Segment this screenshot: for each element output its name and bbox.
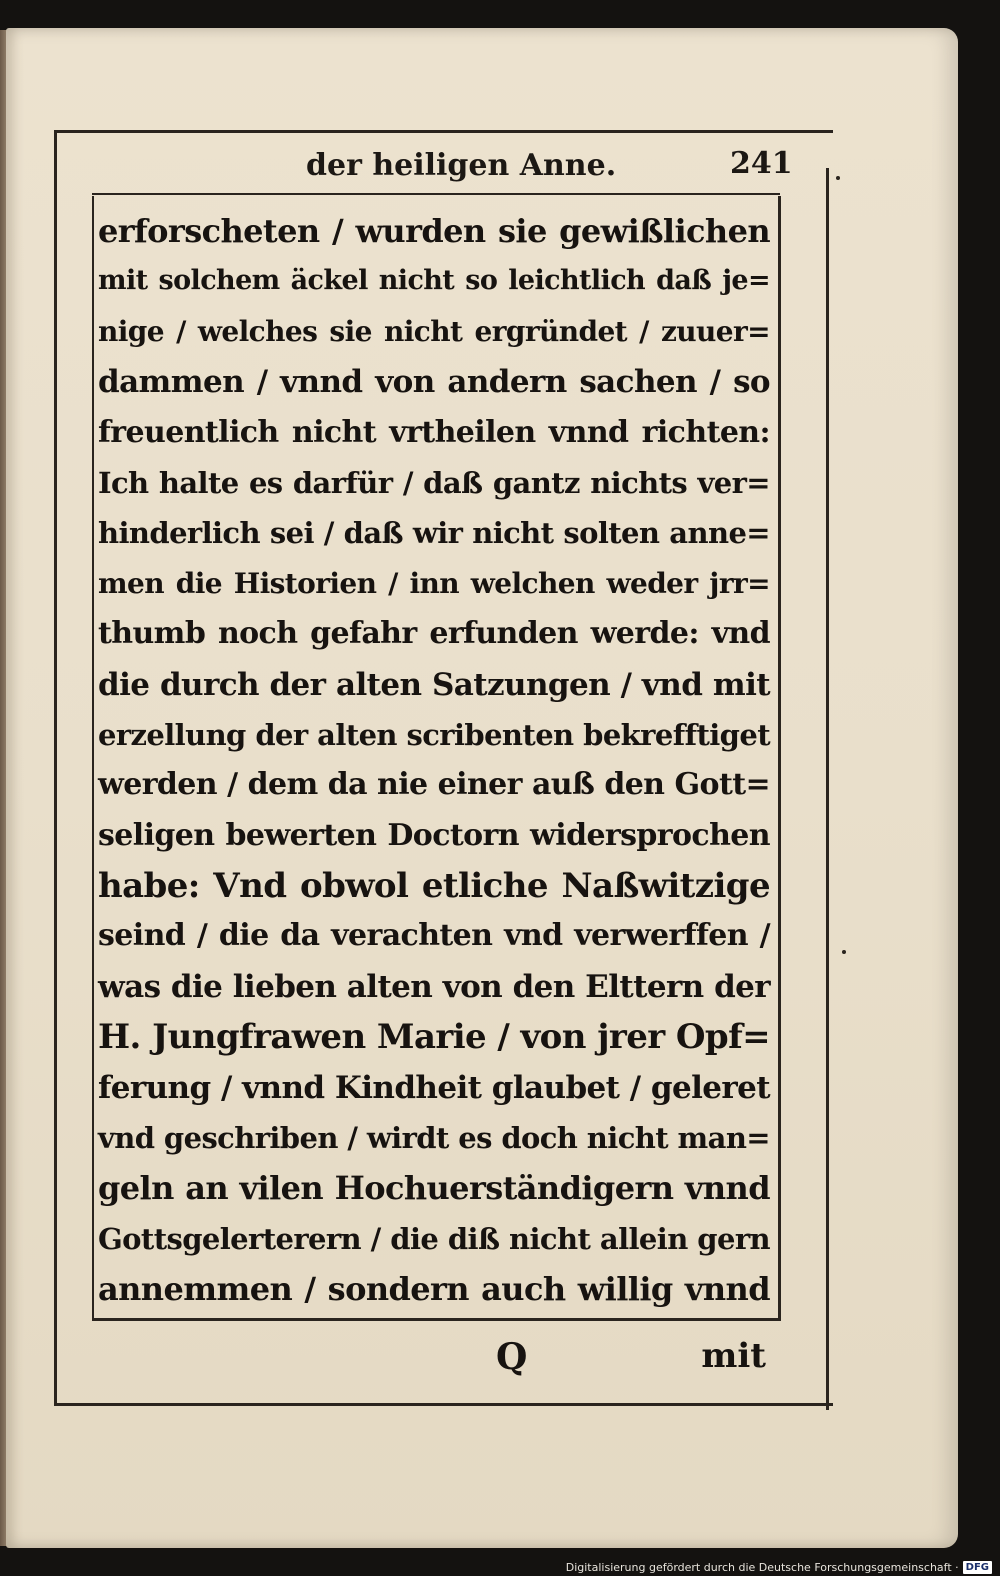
running-title: der heiligen Anne. xyxy=(306,148,617,183)
text-line: Gottsgelerterern / die diß nicht allein gern xyxy=(98,1221,770,1256)
text-line: seligen bewerten Doctorn widersprochen xyxy=(98,817,770,853)
text-line: die durch der alten Satzungen / vnd mit xyxy=(98,666,770,703)
text-line: hinderlich sei / daß wir nicht solten anne= xyxy=(98,516,770,551)
text-line: nige / welches sie nicht ergründet / zuuer= xyxy=(98,314,770,348)
body-text xyxy=(98,206,770,1315)
text-line: mit solchem äckel nicht so leichtlich daß je= xyxy=(98,265,770,297)
page-number: 241 xyxy=(730,146,793,181)
text-line: erzellung der alten scribenten bekrefftiget xyxy=(98,717,770,752)
text-line: ferung / vnnd Kindheit glaubet / geleret xyxy=(98,1069,770,1106)
text-line: vnd geschriben / wirdt es doch nicht man= xyxy=(98,1121,770,1156)
header-rule xyxy=(92,193,780,195)
dfg-logo: DFG xyxy=(963,1561,992,1574)
credit-text: Digitalisierung gefördert durch die Deutsche Forschungsgemeinschaft · xyxy=(565,1561,959,1574)
text-line: freuentlich nicht vrtheilen vnnd richten: xyxy=(98,414,770,450)
text-line: werden / dem da nie einer auß den Gott= xyxy=(98,767,770,803)
text-line: seind / die da verachten vnd verwerffen / xyxy=(98,918,770,954)
text-line: geln an vilen Hochuerständigern vnnd xyxy=(98,1169,770,1208)
signature-mark: Q xyxy=(496,1336,528,1378)
catchword-row xyxy=(92,1336,776,1386)
catchword: mit xyxy=(701,1336,766,1376)
digitization-credit xyxy=(566,1561,992,1574)
text-line: Ich halte es darfür / daß gantz nichts ver= xyxy=(98,465,770,500)
text-line: was die lieben alten von den Elttern der xyxy=(98,968,770,1005)
ink-speck xyxy=(836,176,840,180)
ink-speck xyxy=(842,950,846,954)
page-frame-right-border xyxy=(826,168,829,1410)
text-line: H. Jungfrawen Marie / von jrer Opf= xyxy=(98,1017,770,1058)
text-line: habe: Vnd obwol etliche Naßwitzige xyxy=(98,866,770,907)
text-line: annemmen / sondern auch willig vnnd xyxy=(98,1270,770,1309)
text-line: thumb noch gefahr erfunden werde: vnd xyxy=(98,616,770,652)
text-line: dammen / vnnd von andern sachen / so xyxy=(98,364,770,401)
text-line: men die Historien / inn welchen weder jrr= xyxy=(98,566,770,600)
text-line: erforscheten / wurden sie gewißlichen xyxy=(98,212,770,250)
